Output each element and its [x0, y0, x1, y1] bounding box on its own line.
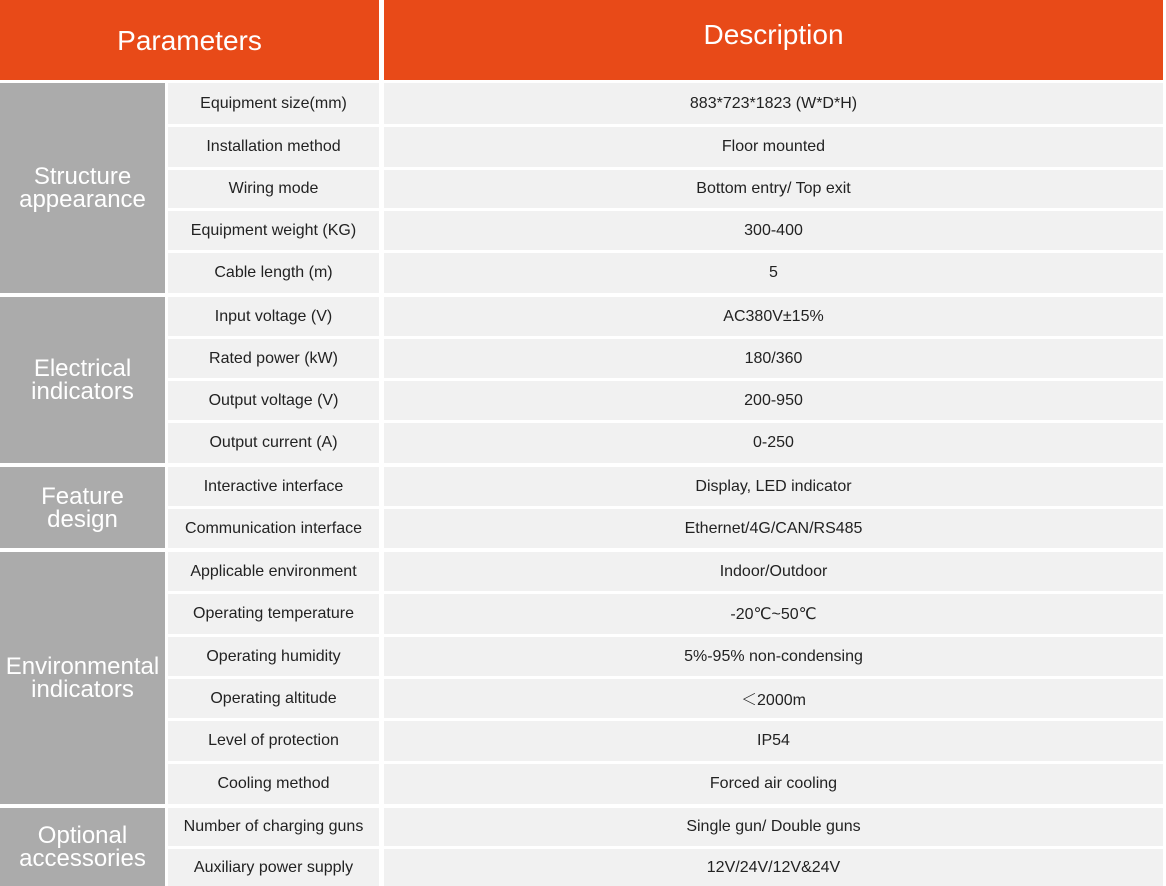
value-cell: IP54 [384, 721, 1163, 761]
param-cell: Equipment size(mm) [168, 83, 379, 124]
param-cell: Wiring mode [168, 170, 379, 208]
value-cell: 883*723*1823 (W*D*H) [384, 83, 1163, 124]
param-cell: Output voltage (V) [168, 381, 379, 420]
param-cell: Auxiliary power supply [168, 849, 379, 886]
value-cell: 200-950 [384, 381, 1163, 420]
value-cell: 5%-95% non-condensing [384, 637, 1163, 676]
param-cell: Cooling method [168, 764, 379, 804]
value-cell: Ethernet/4G/CAN/RS485 [384, 509, 1163, 548]
group-electrical-indicators: Electrical indicators [0, 297, 165, 463]
value-cell: Bottom entry/ Top exit [384, 170, 1163, 208]
value-cell: 300-400 [384, 211, 1163, 250]
param-cell: Operating altitude [168, 679, 379, 718]
param-cell: Operating temperature [168, 594, 379, 634]
value-cell: AC380V±15% [384, 297, 1163, 336]
param-cell: Input voltage (V) [168, 297, 379, 336]
value-cell: 180/360 [384, 339, 1163, 378]
value-cell: 12V/24V/12V&24V [384, 849, 1163, 886]
param-cell: Installation method [168, 127, 379, 167]
description-header: Description [384, 0, 1163, 80]
value-cell: ＜2000m [384, 679, 1163, 718]
param-cell: Cable length (m) [168, 253, 379, 293]
value-cell: 0-250 [384, 423, 1163, 463]
group-structure-appearance: Structure appearance [0, 83, 165, 293]
param-cell: Rated power (kW) [168, 339, 379, 378]
param-cell: Applicable environment [168, 552, 379, 591]
param-cell: Equipment weight (KG) [168, 211, 379, 250]
value-cell: Indoor/Outdoor [384, 552, 1163, 591]
value-cell: Forced air cooling [384, 764, 1163, 804]
param-cell: Operating humidity [168, 637, 379, 676]
parameters-header: Parameters [0, 0, 379, 80]
param-cell: Communication interface [168, 509, 379, 548]
param-cell: Number of charging guns [168, 808, 379, 846]
param-cell: Output current (A) [168, 423, 379, 463]
value-cell: Display, LED indicator [384, 467, 1163, 506]
group-optional-accessories: Optional accessories [0, 808, 165, 886]
value-cell: Single gun/ Double guns [384, 808, 1163, 846]
value-cell: 5 [384, 253, 1163, 293]
param-cell: Level of protection [168, 721, 379, 761]
group-feature-design: Feature design [0, 467, 165, 548]
value-cell: -20℃~50℃ [384, 594, 1163, 634]
param-cell: Interactive interface [168, 467, 379, 506]
value-cell: Floor mounted [384, 127, 1163, 167]
group-environmental-indicators: Environmental indicators [0, 552, 165, 804]
